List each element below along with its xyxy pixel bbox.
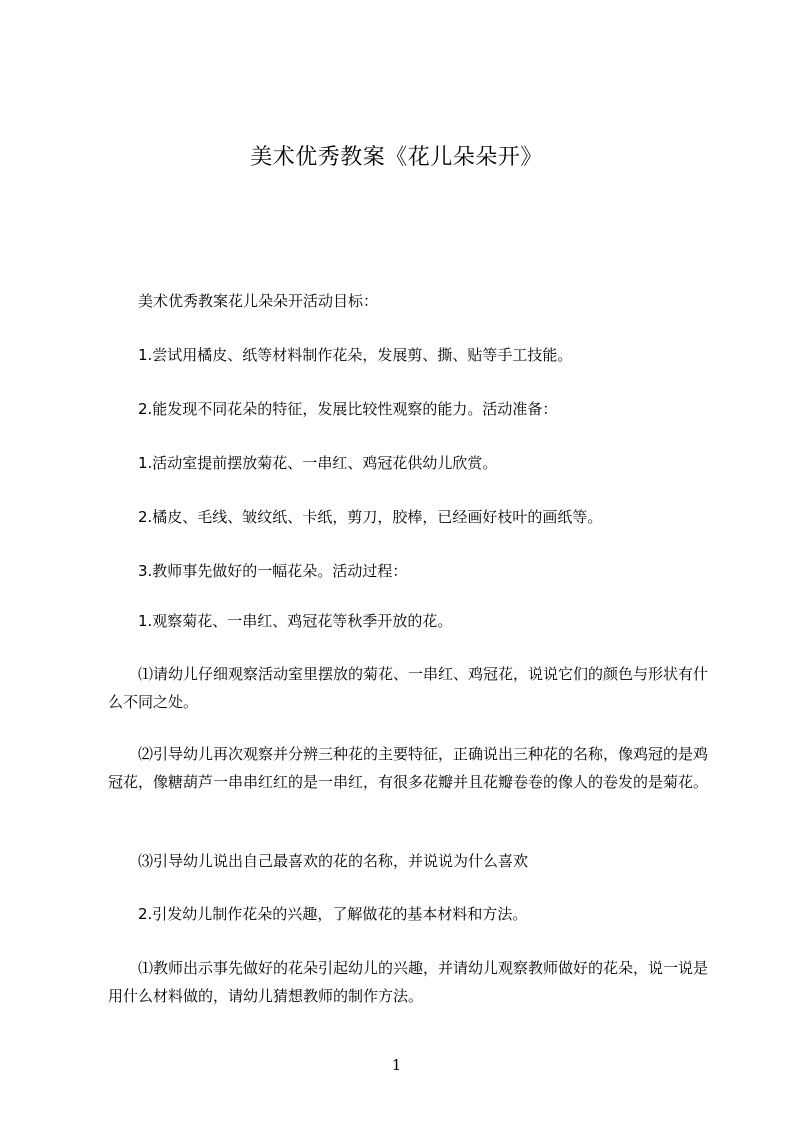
- paragraph-objectives-heading: 美术优秀教案花儿朵朵开活动目标：: [138, 292, 379, 310]
- paragraph-preparation-2: 2.橘皮、毛线、皱纹纸、卡纸，剪刀，胶棒，已经画好枝叶的画纸等。: [138, 508, 603, 526]
- paragraph-process-1-step-3: ⑶引导幼儿说出自己最喜欢的花的名称，并说说为什么喜欢: [138, 852, 529, 870]
- page-number: 1: [391, 1056, 402, 1074]
- paragraph-process-2-step-1: ⑴教师出示事先做好的花朵引起幼儿的兴趣，并请幼儿观察教师做好的花朵，说一说是用什么材料做的，请幼儿猜想教师的制作方法。: [108, 959, 709, 1005]
- paragraph-process-1-step-2: ⑵引导幼儿再次观察并分辨三种花的主要特征，正确说出三种花的名称，像鸡冠的是鸡冠花，像糖葫芦一串串红红的是一串红，有很多花瓣并且花瓣卷卷的像人的卷发的是菊花。: [108, 745, 709, 791]
- paragraph-process-1: 1.观察菊花、一串红、鸡冠花等秋季开放的花。: [138, 612, 453, 630]
- paragraph-objective-2: 2.能发现不同花朵的特征，发展比较性观察的能力。活动准备：: [138, 400, 558, 418]
- paragraph-process-1-step-1: ⑴请幼儿仔细观察活动室里摆放的菊花、一串红、鸡冠花，说说它们的颜色与形状有什么不同之处。: [108, 665, 709, 711]
- paragraph-preparation-3: 3.教师事先做好的一幅花朵。活动过程：: [138, 562, 408, 580]
- document-title: 美术优秀教案《花儿朵朵开》: [250, 145, 543, 170]
- paragraph-process-2: 2.引发幼儿制作花朵的兴趣，了解做花的基本材料和方法。: [138, 905, 528, 923]
- paragraph-preparation-1: 1.活动室提前摆放菊花、一串红、鸡冠花供幼儿欣赏。: [138, 454, 498, 472]
- paragraph-objective-1: 1.尝试用橘皮、纸等材料制作花朵，发展剪、撕、贴等手工技能。: [138, 346, 573, 364]
